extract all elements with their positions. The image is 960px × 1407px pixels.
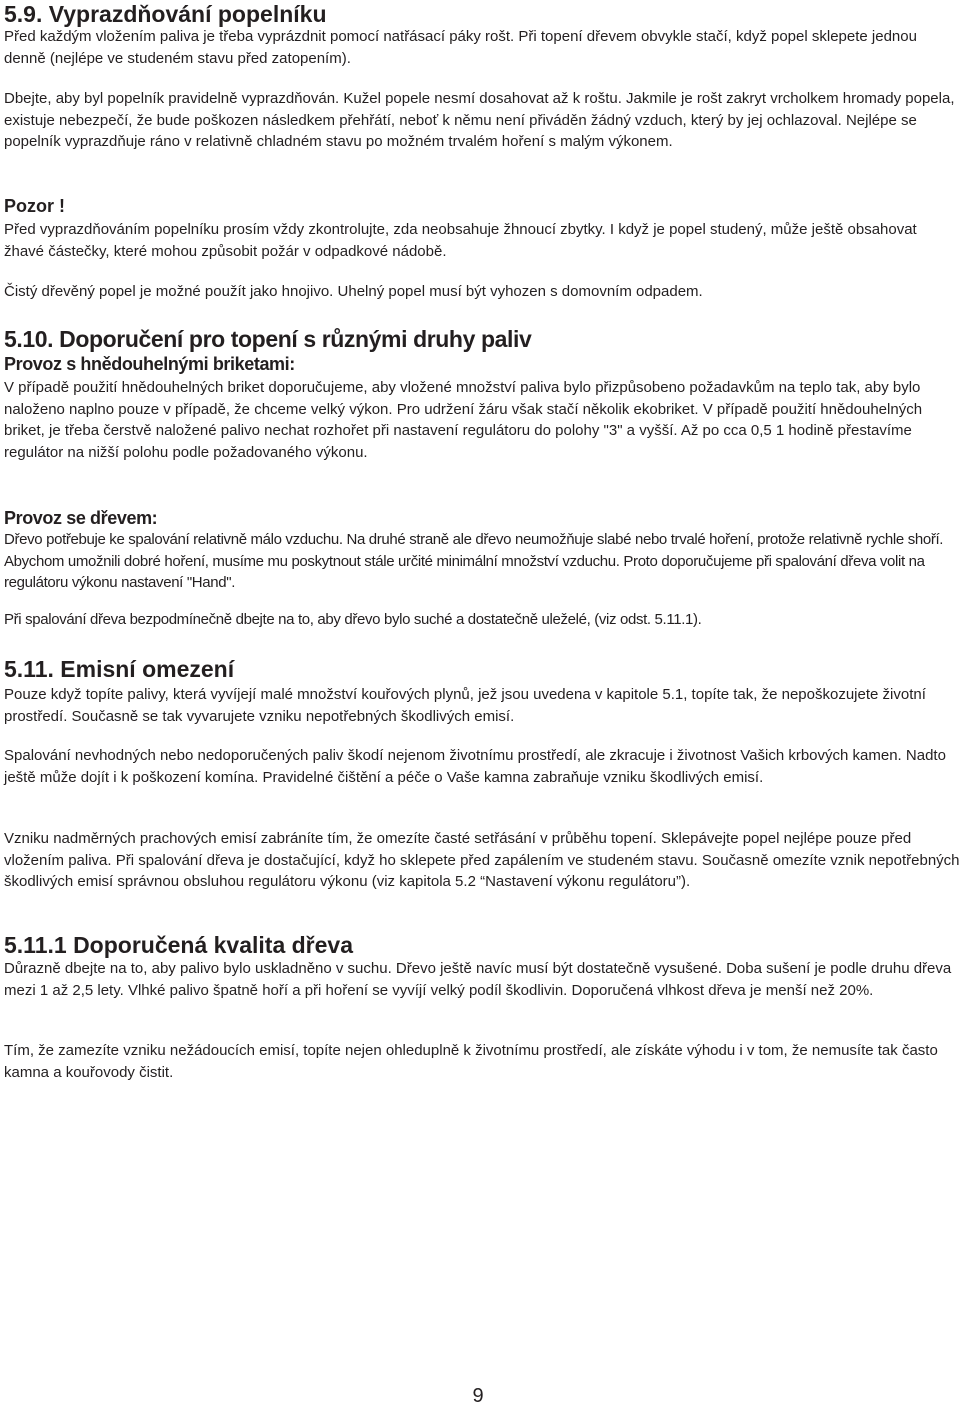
paragraph-wood-quality: Důrazně dbejte na to, aby palivo bylo uskladněno v suchu. Dřevo ještě navíc musí být dostatečně vysušené. Doba sušení je podle druhu dřeva mezi 1 až 2,5 lety. Vlhké palivo špatně hoří a při hoření se vyvíjí velký podíl škodlivin. Doporučená vlhkost dřeva je menší než 20%. [4,960,952,999]
subheading-wood: Provoz se dřevem: [4,508,158,528]
section-heading-5-11: 5.11. Emisní omezení [4,656,235,682]
warning-heading: Pozor ! [4,196,65,216]
paragraph-emissions-fuels: Pouze když topíte palivy, která vyvíjejí malé množství kouřových plynů, jež jsou uvedena v kapitole 5.1, topíte tak, že nepoškozujete životní prostředí. Současně se tak vyvarujete vzniku nepotřebných škodlivých emisí. [4,686,926,725]
paragraph-dust-emissions: Vzniku nadměrných prachových emisí zabráníte tím, že omezíte časté setřásání v průběhu topení. Sklepávejte popel nejlépe pouze před vložením paliva. Při spalování dřeva je dostačující, když ho sklepete před zapálením ve studeném stavu. Současně omezíte vznik nepotřebných škodlivých emisí správnou obsluhou regulátoru výkonu (viz kapitola 5.2 “Nastavení výkonu regulátoru”). [4,830,960,890]
paragraph-dry-wood-note: Při spalování dřeva bezpodmínečně dbejte na to, aby dřevo bylo suché a dostatečně uleželé, (viz odst. 5.11.1). [4,611,702,628]
paragraph-unsuitable-fuels: Spalování nevhodných nebo nedoporučených paliv škodí nejenom životnímu prostředí, ale zkracuje i životnost Vašich krbových kamen. Nadto ještě může dojít i k poškození komína. Pravidelné čištění a péče o Vaše kamna zabraňuje vzniku škodlivých emisí. [4,747,946,786]
paragraph-ash-disposal: Čistý dřevěný popel je možné použít jako hnojivo. Uhelný popel musí být vyhozen s domovním odpadem. [4,283,703,300]
paragraph-ash-cone-warning: Dbejte, aby byl popelník pravidelně vyprazdňován. Kužel popele nesmí dosahovat až k roštu. Jakmile je rošt zakryt vrcholkem hromady popela, existuje nebezpečí, že bude poškozen následkem přehřátí, neboť k němu není přiváděn žádný vzduch, který by jej ochlazoval. Nejlépe se popelník vyprazdňuje ráno v relativně chladném stavu po možném trvalém hoření s malým výkonem. [4,90,955,150]
section-heading-5-9: 5.9. Vyprazdňování popelníku [4,1,327,27]
section-heading-5-10: 5.10. Doporučení pro topení s různými druhy paliv [4,326,532,352]
paragraph-ash-emptying-intro: Před každým vložením paliva je třeba vyprázdnit pomocí natřásací páky rošt. Při topení dřevem obvykle stačí, když popel sklepete jednou denně (nejlépe ve studeném stavu před zatopením). [4,28,917,67]
paragraph-wood-operation: Dřevo potřebuje ke spalování relativně málo vzduchu. Na druhé straně ale dřevo neumožňuje slabé nebo trvalé hoření, protože relativně rychle shoří. Abychom umožnili dobré hoření, musíme mu poskytnout stále určité minimální množství vzduchu. Proto doporučujeme při spalování dřeva volit na regulátoru výkonu nastavení "Hand". [4,531,944,591]
paragraph-embers-warning: Před vyprazdňováním popelníku prosím vždy zkontrolujte, zda neobsahuje žhnoucí zbytky. I když je popel studený, může ještě obsahovat žhavé částečky, které mohou způsobit požár v odpadkové nádobě. [4,221,917,260]
paragraph-briquettes: V případě použití hnědouhelných briket doporučujeme, aby vložené množství paliva bylo přizpůsobeno požadavkům na teplo tak, aby bylo naloženo naplno pouze v případě, že chceme velký výkon. Pro udržení žáru však stačí několik ekobriket. V případě použití hnědouhelných briket, je třeba čerstvě naložené palivo nechat rozhořet při nastavení regulátoru do polohy "3" a vyšší. Až po cca 0,5 1 hodině přestavíme regulátor na nižší polohu podle požadovaného výkonu. [4,379,923,461]
paragraph-emissions-benefit: Tím, že zamezíte vzniku nežádoucích emisí, topíte nejen ohleduplně k životnímu prostředí, ale získáte výhodu i v tom, že nemusíte tak často kamna a kouřovody čistit. [4,1042,938,1081]
section-heading-5-11-1: 5.11.1 Doporučená kvalita dřeva [4,932,354,958]
subheading-briquettes: Provoz s hnědouhelnými briketami: [4,354,295,374]
page-number: 9 [472,1385,484,1407]
